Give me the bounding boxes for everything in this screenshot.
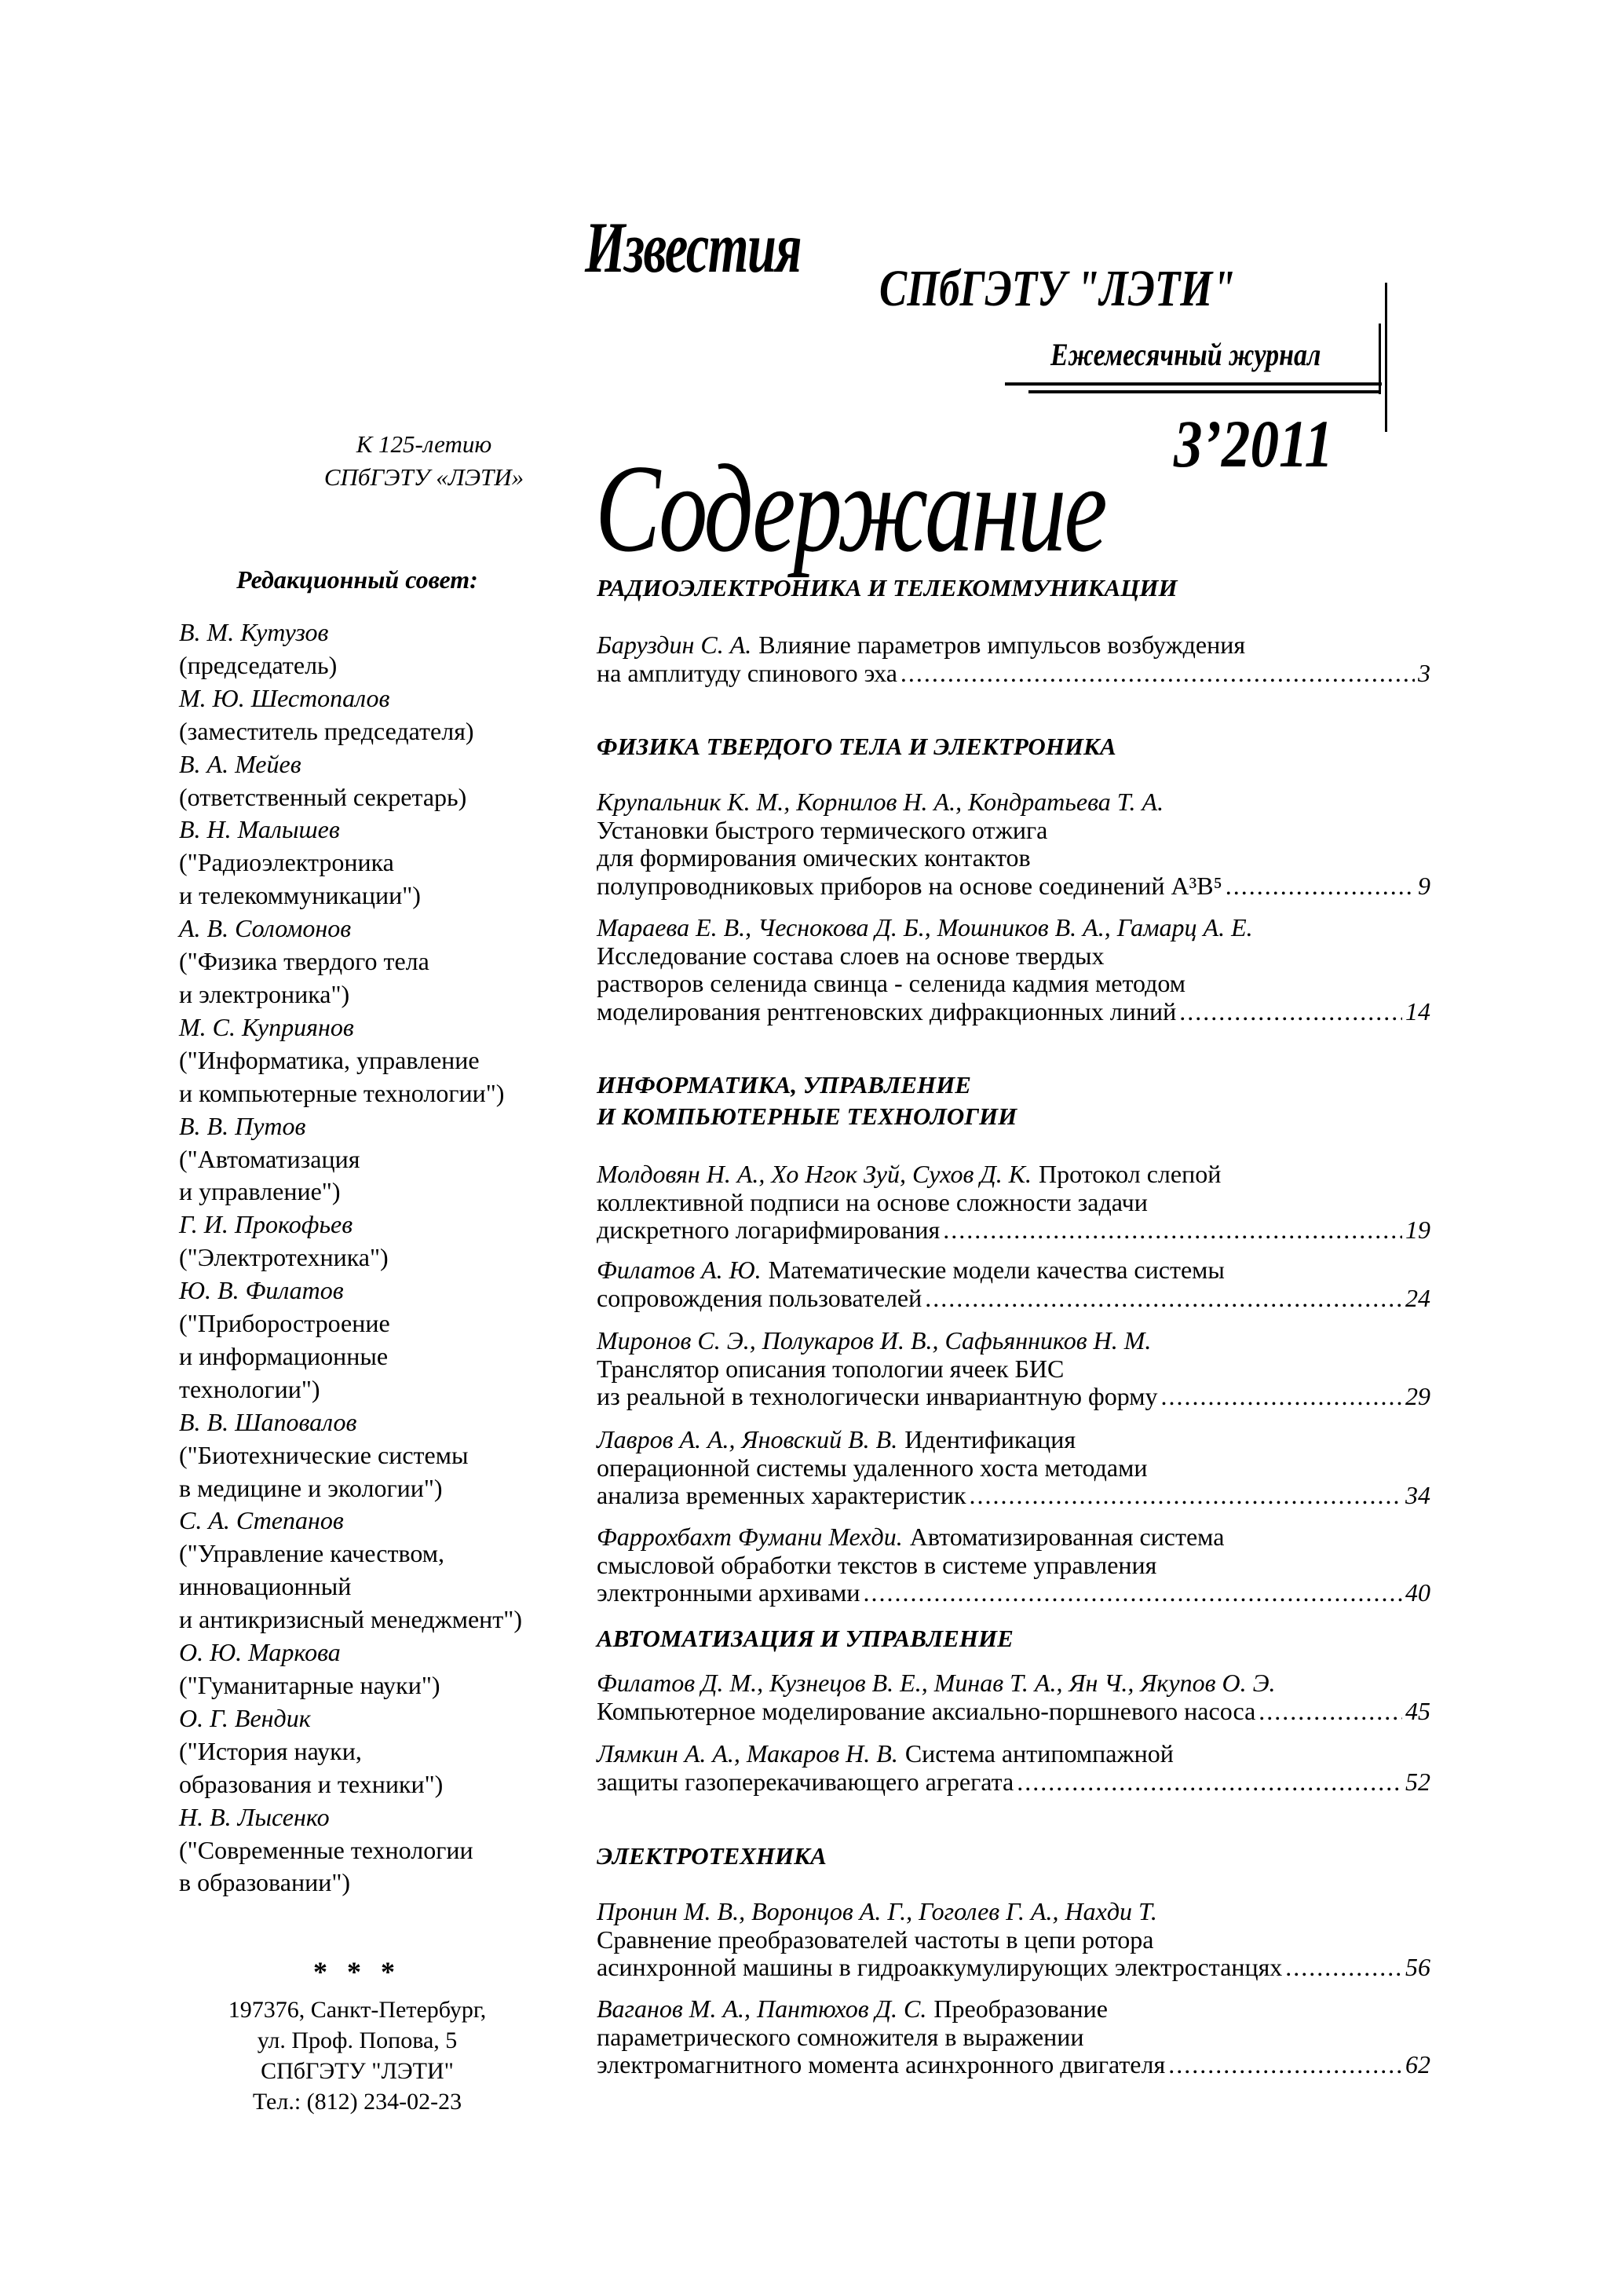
board-member-role: (ответственный секретарь) bbox=[179, 782, 467, 811]
board-member-role: ("Современные технологии bbox=[179, 1835, 473, 1864]
toc-entry[interactable] bbox=[597, 1898, 1430, 1982]
divider-line bbox=[1028, 390, 1380, 393]
section-heading-line: ЭЛЕКТРОТЕХНИКА bbox=[597, 1842, 827, 1870]
article-authors: Пронин М. В., Воронцов А. Г., Гоголев Г. А., Нахди Т. bbox=[597, 1897, 1157, 1925]
board-member-role: ("Управление качеством, bbox=[179, 1539, 444, 1568]
article-title-line: Установки быстрого термического отжига bbox=[597, 815, 1048, 844]
article-title-line: сопровождения пользователей bbox=[597, 1283, 922, 1312]
toc-entry-line bbox=[597, 1523, 1430, 1552]
board-member-role: и компьютерные технологии") bbox=[179, 1078, 505, 1107]
anniversary-line: СПбГЭТУ «ЛЭТИ» bbox=[323, 463, 524, 491]
section-heading bbox=[597, 1623, 1014, 1654]
board-member-role: инновационный bbox=[179, 1572, 352, 1601]
article-title-line: Транслятор описания топологии ячеек БИС bbox=[597, 1354, 1065, 1383]
toc-entry-line bbox=[597, 970, 1430, 998]
page-number[interactable]: 62 bbox=[1405, 2050, 1430, 2078]
board-member-role: и управление") bbox=[179, 1177, 341, 1206]
board-member-role: и информационные bbox=[179, 1341, 389, 1370]
board-member-role: (заместитель председателя) bbox=[179, 716, 474, 745]
dot-leader bbox=[1259, 1698, 1402, 1726]
toc-entry[interactable] bbox=[597, 631, 1430, 687]
board-member-name: О. Г. Вендик bbox=[179, 1703, 311, 1732]
article-authors: Баруздин С. А. bbox=[597, 631, 752, 659]
toc-entry[interactable] bbox=[597, 1669, 1430, 1725]
article-title-line: Идентификация bbox=[904, 1425, 1076, 1453]
dot-leader bbox=[1017, 1768, 1402, 1797]
article-title-line: защиты газоперекачивающего агрегата bbox=[597, 1767, 1014, 1796]
board-member-role: ("Радиоэлектроника bbox=[179, 848, 394, 877]
article-title-line: дискретного логарифмирования bbox=[597, 1216, 941, 1244]
board-member-name: В. Н. Малышев bbox=[179, 815, 340, 844]
toc-entry[interactable] bbox=[597, 1740, 1430, 1796]
toc-entry[interactable] bbox=[597, 1995, 1430, 2079]
article-authors: Фаррохбахт Фумани Мехди. bbox=[597, 1523, 903, 1551]
issue-number: 3’2011 bbox=[1174, 406, 1334, 481]
page-number[interactable]: 45 bbox=[1405, 1696, 1430, 1725]
toc-entry[interactable] bbox=[597, 914, 1430, 1026]
toc-entry-line bbox=[597, 1740, 1430, 1768]
toc-entry-line bbox=[597, 2024, 1430, 2052]
article-authors: Миронов С. Э., Полукаров И. В., Сафьянников Н. М. bbox=[597, 1326, 1152, 1355]
section-heading-line: АВТОМАТИЗАЦИЯ И УПРАВЛЕНИЕ bbox=[597, 1625, 1014, 1652]
section-heading bbox=[597, 1841, 827, 1872]
article-authors: Молдовян Н. А., Хо Нгок Зуй, Сухов Д. К. bbox=[597, 1160, 1032, 1188]
toc-entry-line bbox=[597, 1256, 1430, 1285]
article-title-line: на амплитуду спинового эха bbox=[597, 658, 897, 687]
board-member-role: ("Биотехнические системы bbox=[179, 1440, 469, 1469]
article-title-line: электронными архивами bbox=[597, 1578, 860, 1607]
toc-entry-line bbox=[597, 631, 1430, 660]
board-member-name: А. В. Соломонов bbox=[179, 914, 352, 943]
page-number[interactable]: 40 bbox=[1405, 1578, 1430, 1607]
toc-entry-line bbox=[597, 660, 1430, 688]
university-name: СПбГЭТУ "ЛЭТИ" bbox=[879, 260, 1236, 317]
anniversary-note bbox=[298, 428, 550, 494]
board-member-name: В. А. Мейев bbox=[179, 749, 301, 778]
board-member-name: О. Ю. Маркова bbox=[179, 1638, 341, 1667]
article-title-line: растворов селенида свинца - селенида кадмия методом bbox=[597, 969, 1185, 997]
address-line: ул. Проф. Попова, 5 bbox=[257, 2027, 458, 2053]
separator: * * * bbox=[313, 1956, 401, 1987]
article-title-line: Автоматизированная система bbox=[909, 1523, 1225, 1551]
toc-entry-line bbox=[597, 942, 1430, 971]
toc-entry-line bbox=[597, 914, 1430, 942]
toc-entry-line bbox=[597, 998, 1430, 1026]
article-title-line: параметрического сомножителя в выражении bbox=[597, 2022, 1084, 2051]
article-title-line: для формирования омических контактов bbox=[597, 843, 1031, 872]
article-title-line: смысловой обработки текстов в системе управления bbox=[597, 1550, 1157, 1579]
board-member-name: М. С. Куприянов bbox=[179, 1012, 354, 1041]
toc-entry-line bbox=[597, 1189, 1430, 1217]
article-title-line: анализа временных характеристик bbox=[597, 1481, 966, 1509]
article-authors: Филатов Д. М., Кузнецов В. Е., Минав Т. А., Ян Ч., Якупов О. Э. bbox=[597, 1669, 1276, 1697]
board-member-name: Г. И. Прокофьев bbox=[179, 1210, 353, 1239]
toc-entry-line bbox=[597, 1426, 1430, 1454]
page-number[interactable]: 24 bbox=[1405, 1283, 1430, 1312]
address-line: 197376, Санкт-Петербург, bbox=[228, 1997, 487, 2023]
article-title-line: асинхронной машины в гидроаккумулирующих электростанцях bbox=[597, 1953, 1283, 1981]
article-title-line: Компьютерное моделирование аксиально-поршневого насоса bbox=[597, 1696, 1256, 1725]
article-title-line: коллективной подписи на основе сложности задачи bbox=[597, 1187, 1148, 1216]
dot-leader bbox=[901, 660, 1415, 688]
article-title-line: Сравнение преобразователей частоты в цепи ротора bbox=[597, 1925, 1154, 1954]
divider-line bbox=[1379, 324, 1381, 394]
toc-entry[interactable] bbox=[597, 1161, 1430, 1245]
board-member-role: и антикризисный менеджмент") bbox=[179, 1605, 522, 1634]
dot-leader bbox=[1161, 1383, 1402, 1411]
board-member-role: и электроника") bbox=[179, 979, 350, 1008]
dot-leader bbox=[1168, 2051, 1402, 2079]
article-title-line: из реальной в технологически инвариантную форму bbox=[597, 1382, 1158, 1410]
divider-line bbox=[1005, 382, 1382, 386]
section-heading bbox=[597, 1069, 1017, 1132]
article-title-line: моделирования рентгеновских дифракционных линий bbox=[597, 996, 1177, 1026]
article-title-line: Исследование состава слоев на основе твердых bbox=[597, 941, 1105, 970]
toc-entry-line bbox=[597, 872, 1430, 901]
page-number[interactable]: 52 bbox=[1405, 1767, 1430, 1796]
board-member-role: ("Электротехника") bbox=[179, 1243, 389, 1272]
article-authors: Лавров А. А., Яновский В. В. bbox=[597, 1425, 898, 1453]
toc-entry-line bbox=[597, 1579, 1430, 1607]
board-member-role: ("Автоматизация bbox=[179, 1144, 360, 1173]
board-member-name: Н. В. Лысенко bbox=[179, 1802, 330, 1831]
toc-entry[interactable] bbox=[597, 1256, 1430, 1312]
toc-entry[interactable] bbox=[597, 1426, 1430, 1510]
article-authors: Мараева Е. В., Чеснокова Д. Б., Мошников В. А., Гамарц А. Е. bbox=[597, 913, 1253, 941]
toc-entry-line bbox=[597, 1216, 1430, 1245]
article-title-line: Математические модели качества системы bbox=[768, 1256, 1225, 1284]
board-member-name: В. В. Шаповалов bbox=[179, 1407, 357, 1436]
article-title-line: полупроводниковых приборов на основе соединений A³B⁵ bbox=[597, 871, 1222, 900]
board-member-name: В. М. Кутузов bbox=[179, 618, 329, 646]
board-member-name: В. В. Путов bbox=[179, 1111, 306, 1140]
toc-entry-line bbox=[597, 1383, 1430, 1411]
toc-entry-line bbox=[597, 1954, 1430, 1982]
toc-entry-line bbox=[597, 1926, 1430, 1954]
toc-entry-line bbox=[597, 1454, 1430, 1483]
board-member-role: (председатель) bbox=[179, 650, 338, 679]
board-member-role: образования и техники") bbox=[179, 1769, 444, 1798]
dot-leader bbox=[1226, 872, 1415, 901]
section-heading-line: ИНФОРМАТИКА, УПРАВЛЕНИЕ bbox=[597, 1071, 971, 1099]
board-member-role: ("Гуманитарные науки") bbox=[179, 1671, 440, 1699]
page-title: Содержание bbox=[595, 438, 1105, 578]
section-heading-line: И КОМПЬЮТЕРНЫЕ ТЕХНОЛОГИИ bbox=[597, 1102, 1017, 1130]
address-line: СПбГЭТУ "ЛЭТИ" bbox=[261, 2058, 454, 2084]
section-heading-line: ФИЗИКА ТВЕРДОГО ТЕЛА И ЭЛЕКТРОНИКА bbox=[597, 733, 1116, 760]
toc-entry-line bbox=[597, 1552, 1430, 1580]
board-member-role: ("История науки, bbox=[179, 1736, 362, 1765]
toc-entry-line bbox=[597, 1161, 1430, 1189]
board-member-role: ("Информатика, управление bbox=[179, 1045, 480, 1074]
dot-leader bbox=[864, 1579, 1402, 1607]
dot-leader bbox=[1285, 1954, 1402, 1982]
article-title-line: Протокол слепой bbox=[1038, 1160, 1222, 1188]
page-number[interactable]: 34 bbox=[1405, 1481, 1430, 1509]
board-member-name: С. А. Степанов bbox=[179, 1506, 344, 1535]
toc-entry-line bbox=[597, 1355, 1430, 1384]
dot-leader bbox=[925, 1285, 1402, 1313]
toc-entry[interactable] bbox=[597, 788, 1430, 900]
journal-subtitle: Ежемесячный журнал bbox=[1050, 337, 1321, 372]
article-title-line: Влияние параметров импульсов возбуждения bbox=[758, 631, 1246, 659]
toc-entry-line bbox=[597, 1669, 1430, 1698]
board-member-role: в медицине и экологии") bbox=[179, 1473, 443, 1502]
page-number[interactable]: 56 bbox=[1405, 1953, 1430, 1981]
dot-leader bbox=[970, 1482, 1402, 1510]
article-authors: Крупальник К. М., Корнилов Н. А., Кондратьева Т. А. bbox=[597, 788, 1164, 816]
page-number[interactable]: 9 bbox=[1418, 871, 1430, 900]
board-member-name: М. Ю. Шестопалов bbox=[179, 683, 390, 712]
toc-entry-line bbox=[597, 1768, 1430, 1797]
toc-entry-line bbox=[597, 1698, 1430, 1726]
page-number[interactable]: 14 bbox=[1405, 996, 1430, 1026]
editorial-board-list bbox=[179, 616, 522, 1899]
divider-line bbox=[1385, 283, 1387, 432]
section-heading bbox=[597, 731, 1116, 762]
board-member-role: в образовании") bbox=[179, 1868, 351, 1897]
dot-leader bbox=[943, 1216, 1402, 1245]
section-heading-line: РАДИОЭЛЕКТРОНИКА И ТЕЛЕКОММУНИКАЦИИ bbox=[597, 574, 1178, 601]
toc-entry-line bbox=[597, 788, 1430, 817]
address-line: Тел.: (812) 234-02-23 bbox=[252, 2089, 462, 2115]
article-authors: Филатов А. Ю. bbox=[597, 1256, 762, 1284]
board-member-role: и телекоммуникации") bbox=[179, 881, 421, 910]
toc-entry-line bbox=[597, 2051, 1430, 2079]
toc-entry-line bbox=[597, 1327, 1430, 1355]
board-member-role: технологии") bbox=[179, 1374, 320, 1403]
address-block bbox=[181, 1994, 534, 2117]
page-number[interactable]: 29 bbox=[1405, 1382, 1430, 1410]
dot-leader bbox=[1179, 998, 1402, 1026]
toc-entry-line bbox=[597, 1482, 1430, 1510]
article-authors: Ваганов М. А., Пантюхов Д. С. bbox=[597, 1994, 927, 2023]
toc-entry[interactable] bbox=[597, 1327, 1430, 1411]
journal-name-izvestia: Известия bbox=[585, 207, 802, 287]
article-authors: Лямкин А. А., Макаров Н. В. bbox=[597, 1739, 898, 1768]
toc-entry-line bbox=[597, 817, 1430, 845]
section-heading bbox=[597, 572, 1178, 604]
board-member-name: Ю. В. Филатов bbox=[179, 1276, 344, 1305]
article-title-line: операционной системы удаленного хоста методами bbox=[597, 1453, 1148, 1482]
toc-entry-line bbox=[597, 1898, 1430, 1926]
board-member-role: ("Физика твердого тела bbox=[179, 947, 429, 976]
article-title-line: Система антипомпажной bbox=[904, 1739, 1174, 1768]
article-title-line: электромагнитного момента асинхронного двигателя bbox=[597, 2050, 1166, 2078]
page-number[interactable]: 19 bbox=[1405, 1216, 1430, 1244]
board-member-role: ("Приборостроение bbox=[179, 1309, 390, 1338]
toc-entry-line bbox=[597, 1285, 1430, 1313]
page-number[interactable]: 3 bbox=[1418, 658, 1430, 687]
anniversary-line: К 125-летию bbox=[356, 430, 492, 458]
toc-entry-line bbox=[597, 844, 1430, 872]
toc-entry-line bbox=[597, 1995, 1430, 2024]
article-title-line: Преобразование bbox=[933, 1994, 1108, 2023]
toc-entry[interactable] bbox=[597, 1523, 1430, 1607]
editorial-board-title: Редакционный совет: bbox=[236, 565, 478, 594]
